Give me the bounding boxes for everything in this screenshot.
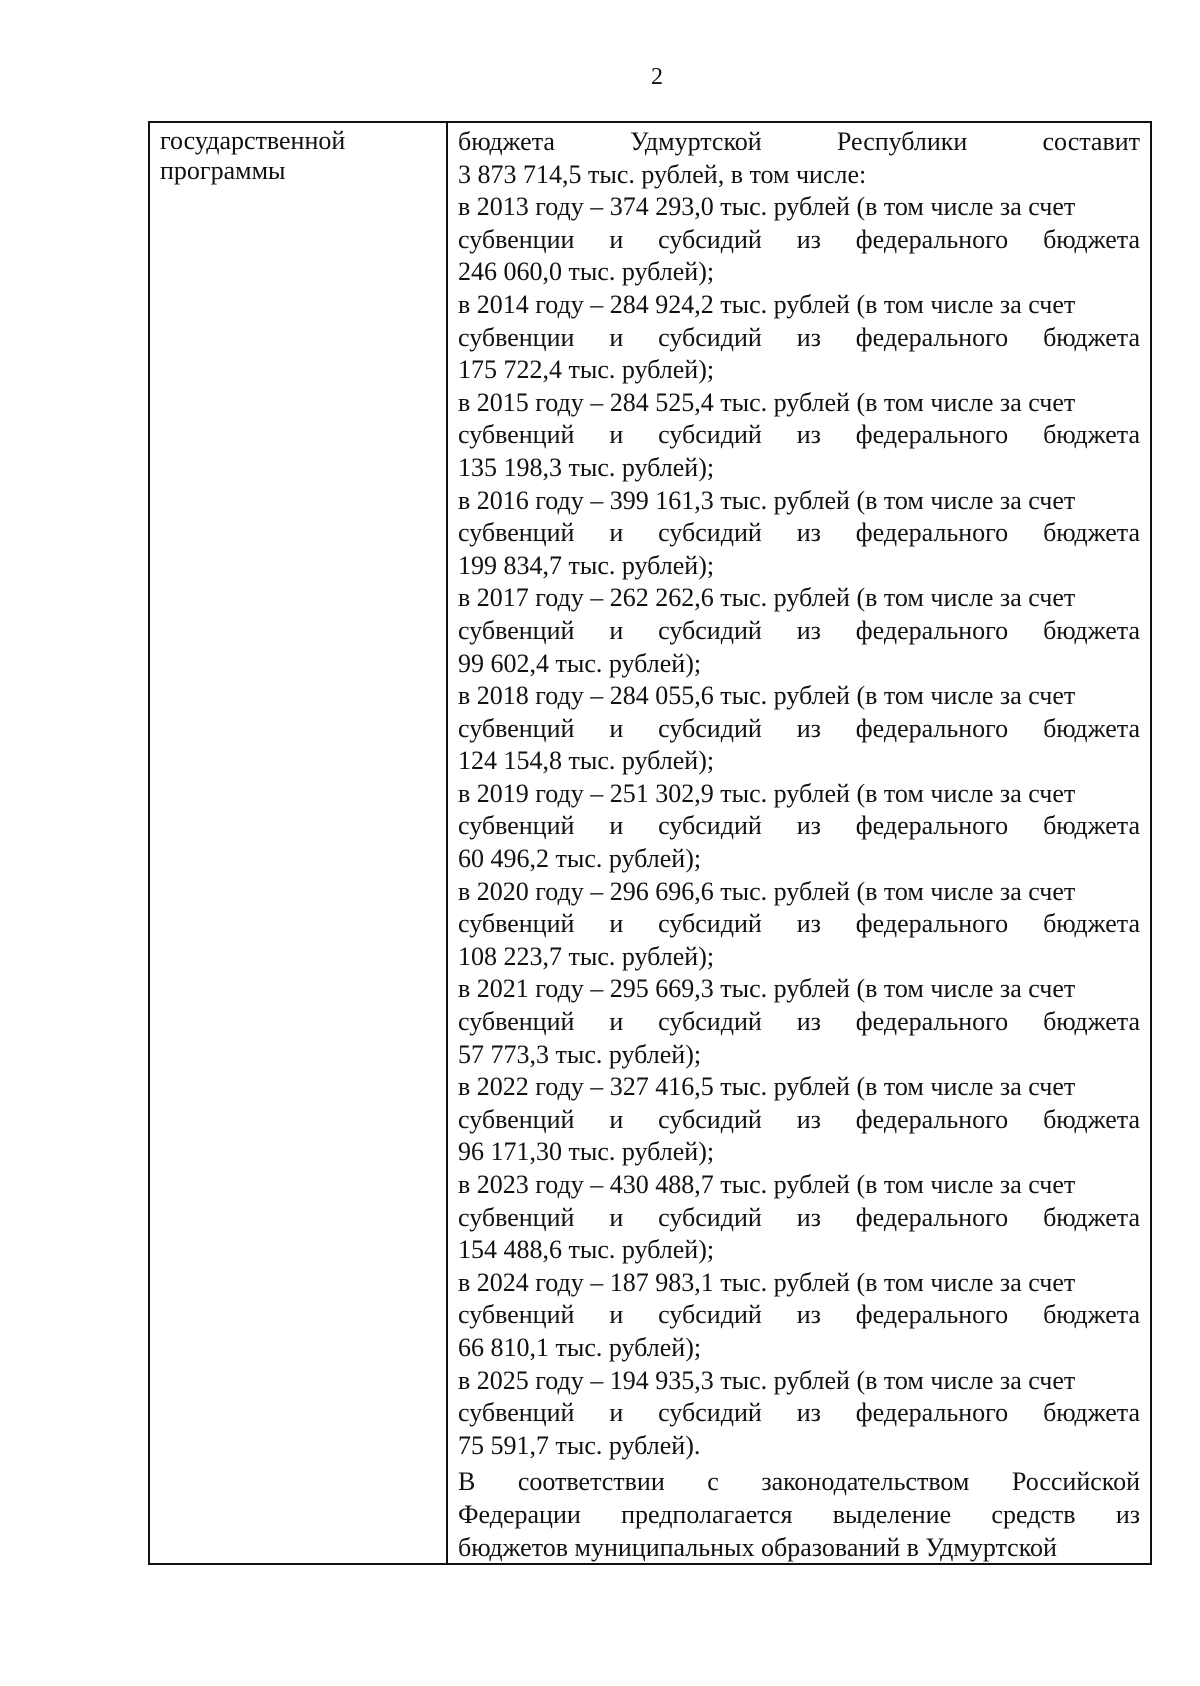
word: субсидий bbox=[658, 518, 762, 548]
year-line: в 2025 году – 194 935,3 тыс. рублей (в том числе за счет bbox=[458, 1365, 1076, 1395]
intro-line bbox=[458, 126, 1140, 159]
subsidy-line bbox=[458, 713, 1140, 746]
closing-line: бюджетов муниципальных образований в Удмуртской bbox=[458, 1532, 1057, 1562]
federal-amount-line: 57 773,3 тыс. рублей); bbox=[458, 1039, 702, 1069]
word: субвенций bbox=[458, 1104, 575, 1134]
federal-amount-line: 175 722,4 тыс. рублей); bbox=[458, 355, 715, 385]
year-line: в 2020 году – 296 696,6 тыс. рублей (в том числе за счет bbox=[458, 876, 1076, 906]
subsidy-line bbox=[458, 908, 1140, 941]
word: федерального bbox=[855, 1007, 1009, 1037]
year-line: в 2022 году – 327 416,5 тыс. рублей (в том числе за счет bbox=[458, 1072, 1076, 1102]
subsidy-line bbox=[458, 322, 1140, 355]
federal-amount-line: 75 591,7 тыс. рублей). bbox=[458, 1430, 701, 1460]
year-line: в 2014 году – 284 924,2 тыс. рублей (в том числе за счет bbox=[458, 289, 1076, 319]
word: и bbox=[609, 224, 624, 254]
word: бюджета bbox=[1043, 1202, 1141, 1232]
year-line: в 2017 году – 262 262,6 тыс. рублей (в том числе за счет bbox=[458, 583, 1076, 613]
word: и bbox=[609, 322, 624, 352]
word: из bbox=[796, 1300, 821, 1330]
word: бюджета bbox=[1043, 1398, 1141, 1428]
federal-amount-line: 154 488,6 тыс. рублей); bbox=[458, 1235, 715, 1265]
word: из bbox=[796, 811, 821, 841]
year-line: в 2015 году – 284 525,4 тыс. рублей (в том числе за счет bbox=[458, 387, 1076, 417]
subsidy-line bbox=[458, 615, 1140, 648]
word: и bbox=[609, 1007, 624, 1037]
word: Удмуртской bbox=[630, 127, 762, 156]
word: Республики bbox=[836, 127, 968, 156]
word: предполагается bbox=[621, 1499, 793, 1529]
word: федерального bbox=[855, 518, 1009, 548]
word: субвенции bbox=[458, 224, 575, 254]
word: субвенций bbox=[458, 420, 575, 450]
federal-amount-line: 199 834,7 тыс. рублей); bbox=[458, 550, 715, 580]
word: субсидий bbox=[658, 1007, 762, 1037]
word: из bbox=[796, 1007, 821, 1037]
year-line: в 2019 году – 251 302,9 тыс. рублей (в том числе за счет bbox=[458, 778, 1076, 808]
word: субсидий bbox=[658, 1104, 762, 1134]
word: из bbox=[796, 615, 821, 645]
federal-amount-line: 66 810,1 тыс. рублей); bbox=[458, 1332, 702, 1362]
word: субвенций bbox=[458, 713, 575, 743]
word: бюджета bbox=[1043, 811, 1141, 841]
federal-amount-line: 124 154,8 тыс. рублей); bbox=[458, 746, 715, 776]
word: субвенций bbox=[458, 1202, 575, 1232]
word: из bbox=[796, 909, 821, 939]
page-number: 2 bbox=[651, 64, 663, 90]
word: из bbox=[796, 1202, 821, 1232]
word: федерального bbox=[855, 1398, 1009, 1428]
closing-line bbox=[458, 1466, 1140, 1499]
label-line: государственной bbox=[160, 126, 346, 155]
word: бюджета bbox=[1043, 1104, 1141, 1134]
subsidy-line bbox=[458, 224, 1140, 257]
word: и bbox=[609, 909, 624, 939]
word: бюджета bbox=[1043, 224, 1141, 254]
word: субсидий bbox=[658, 1398, 762, 1428]
passport-table bbox=[148, 121, 1152, 1565]
word: и bbox=[609, 420, 624, 450]
year-line: в 2016 году – 399 161,3 тыс. рублей (в том числе за счет bbox=[458, 485, 1076, 515]
word: субсидий bbox=[658, 1202, 762, 1232]
year-line: в 2023 году – 430 488,7 тыс. рублей (в том числе за счет bbox=[458, 1170, 1076, 1199]
word: В bbox=[458, 1467, 476, 1497]
word: субвенций bbox=[458, 518, 575, 548]
word: федерального bbox=[855, 1104, 1009, 1134]
word: субсидий bbox=[658, 909, 762, 939]
subsidy-line bbox=[458, 810, 1140, 843]
federal-amount-line: 135 198,3 тыс. рублей); bbox=[458, 452, 715, 482]
word: субсидий bbox=[658, 420, 762, 450]
word: федерального bbox=[855, 713, 1009, 743]
federal-amount-line: 246 060,0 тыс. рублей); bbox=[458, 257, 715, 287]
table-label-cell bbox=[150, 123, 448, 1563]
word: Федерации bbox=[458, 1499, 581, 1529]
year-line: в 2018 году – 284 055,6 тыс. рублей (в том числе за счет bbox=[458, 681, 1076, 711]
word: Российской bbox=[1011, 1467, 1141, 1497]
subsidy-line bbox=[458, 1006, 1140, 1039]
year-line: в 2021 году – 295 669,3 тыс. рублей (в том числе за счет bbox=[458, 974, 1076, 1004]
word: бюджета bbox=[1043, 1300, 1141, 1330]
subsidy-line bbox=[458, 1202, 1140, 1235]
word: субвенций bbox=[458, 615, 575, 645]
federal-amount-line: 60 496,2 тыс. рублей); bbox=[458, 844, 702, 874]
word: бюджета bbox=[1043, 909, 1141, 939]
word: и bbox=[609, 615, 624, 645]
word: субвенций bbox=[458, 1398, 575, 1428]
subsidy-line bbox=[458, 1104, 1140, 1137]
word: бюджета bbox=[1043, 713, 1141, 743]
word: из bbox=[796, 1104, 821, 1134]
word: федерального bbox=[855, 615, 1009, 645]
subsidy-line bbox=[458, 419, 1140, 452]
word: бюджета bbox=[458, 127, 555, 156]
word: федерального bbox=[855, 909, 1009, 939]
word: субвенции bbox=[458, 322, 575, 352]
word: субвенций bbox=[458, 1007, 575, 1037]
word: бюджета bbox=[1043, 1007, 1141, 1037]
word: субсидий bbox=[658, 615, 762, 645]
federal-amount-line: 108 223,7 тыс. рублей); bbox=[458, 941, 715, 971]
word: и bbox=[609, 1104, 624, 1134]
word: из bbox=[1115, 1499, 1141, 1529]
word: законодательством bbox=[761, 1467, 970, 1497]
word: бюджета bbox=[1043, 420, 1141, 450]
word: федерального bbox=[855, 1202, 1009, 1232]
closing-line bbox=[458, 1499, 1140, 1532]
word: субвенций bbox=[458, 909, 575, 939]
word: бюджета bbox=[1043, 322, 1141, 352]
word: федерального bbox=[855, 1300, 1009, 1330]
year-line: в 2013 году – 374 293,0 тыс. рублей (в том числе за счет bbox=[458, 192, 1076, 222]
subsidy-line bbox=[458, 1299, 1140, 1332]
word: из bbox=[796, 518, 821, 548]
word: бюджета bbox=[1043, 518, 1141, 548]
word: субвенций bbox=[458, 1300, 575, 1330]
word: субвенций bbox=[458, 811, 575, 841]
word: выделение bbox=[832, 1499, 952, 1529]
word: федерального bbox=[855, 420, 1009, 450]
word: составит bbox=[1042, 127, 1141, 156]
subsidy-line bbox=[458, 517, 1140, 550]
word: федерального bbox=[855, 811, 1009, 841]
word: и bbox=[609, 1202, 624, 1232]
word: бюджета bbox=[1043, 615, 1141, 645]
word: и bbox=[609, 1300, 624, 1330]
word: и bbox=[609, 518, 624, 548]
word: субсидий bbox=[658, 1300, 762, 1330]
word: средств bbox=[991, 1499, 1076, 1529]
word: из bbox=[796, 713, 821, 743]
word: федерального bbox=[855, 322, 1009, 352]
label-line: программы bbox=[160, 156, 286, 185]
word: из bbox=[796, 224, 821, 254]
intro-total-line: 3 873 714,5 тыс. рублей, в том числе: bbox=[458, 159, 867, 189]
word: из bbox=[796, 1398, 821, 1428]
word: субсидий bbox=[658, 224, 762, 254]
word: федерального bbox=[855, 224, 1009, 254]
subsidy-line bbox=[458, 1397, 1140, 1430]
year-line: в 2024 году – 187 983,1 тыс. рублей (в том числе за счет bbox=[458, 1267, 1076, 1297]
word: субсидий bbox=[658, 811, 762, 841]
word: и bbox=[609, 713, 624, 743]
word: и bbox=[609, 811, 624, 841]
word: субсидий bbox=[658, 322, 762, 352]
federal-amount-line: 99 602,4 тыс. рублей); bbox=[458, 648, 702, 678]
word: из bbox=[796, 322, 821, 352]
word: с bbox=[707, 1467, 719, 1497]
table-content-cell bbox=[448, 123, 1150, 1563]
word: субсидий bbox=[658, 713, 762, 743]
word: соответствии bbox=[517, 1467, 665, 1497]
federal-amount-line: 96 171,30 тыс. рублей); bbox=[458, 1137, 715, 1167]
word: и bbox=[609, 1398, 624, 1428]
word: из bbox=[796, 420, 821, 450]
